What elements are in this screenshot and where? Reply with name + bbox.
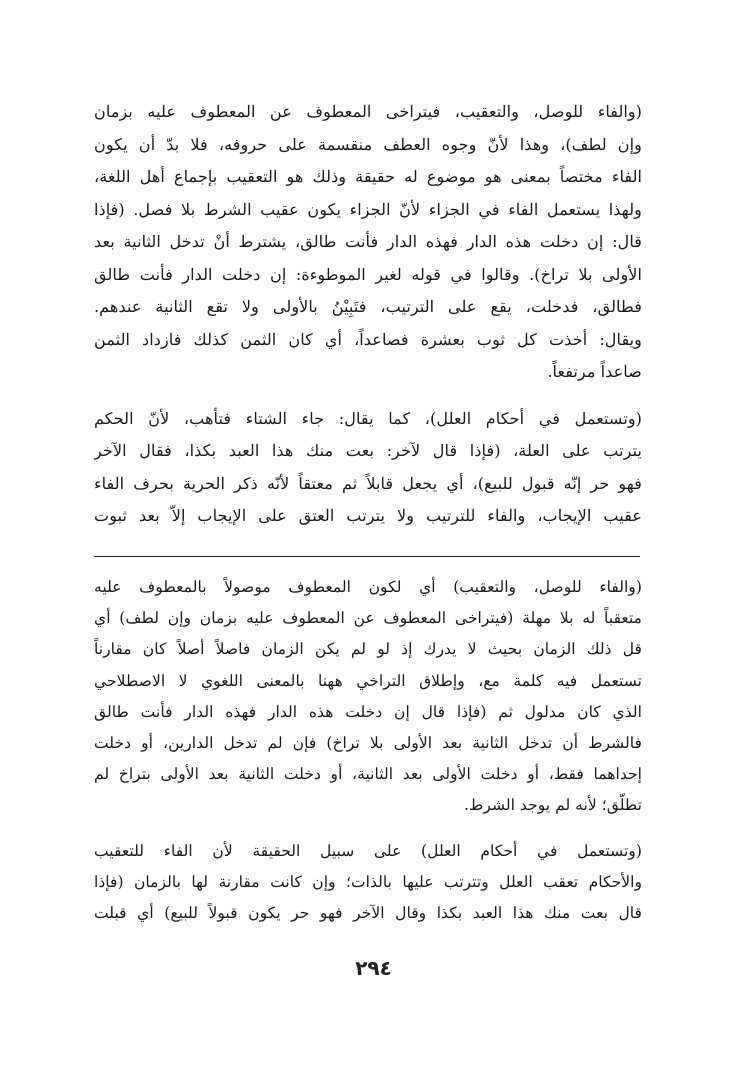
text-line: عقيب الإيجاب، والفاء للترتيب ولا يترتب العتق على الإيجاب إلاّ بعد ثبوت (94, 506, 642, 525)
text-line: ولهذا يستعمل الفاء في الجزاء لأنّ الجزاء يكون عقيب الشرط بلا فصل. (فإذا (94, 199, 642, 219)
text-line: (وتستعمل في أحكام العلل)، كما يقال: جاء الشتاء فتأهب، لأنّ الحكم (94, 408, 642, 428)
main-paragraph-1 (94, 96, 642, 389)
text-line: يترتب على العلة، (فإذا قال لآخر: بعت منك هذا العبد بكذا، فقال الآخر (94, 441, 642, 460)
text-line: قال بعت منك هذا العبد بكذا وقال الآخر فهو حر يكون قبولاً للبيع) أي قبلت (94, 904, 642, 923)
text-line: ويقال: أخذت كل ثوب بعشرة فصاعداً، أي كان الثمن كذلك فازداد الثمن (94, 329, 642, 349)
text-line: فالشرط أن تدخل الثانية بعد الأولى بلا تراخ) فإن لم تدخل الدارين، أو دخلت (94, 734, 642, 753)
text-line: فطالق، فدخلت، يقع على الترتيب، فتَبِيْنُ بالأولى ولا تقع الثانية عندهم. (94, 297, 642, 316)
text-line: (وتستعمل في أحكام العلل) على سبيل الحقيقة لأن الفاء للتعقيب (94, 841, 642, 860)
text-line: إحداهما فقط، أو دخلت الأولى بعد الثانية، أو دخلت الثانية بعد الأولى بتراخ لم (94, 765, 642, 784)
text-line: (والفاء للوصل، والتعقيب، فيتراخى المعطوف عن المعطوف عليه بزمان (94, 102, 642, 121)
text-line: متعقباً له بلا مهلة (فيتراخى المعطوف عن المعطوف عليه بزمان وإن لطف) أي (94, 609, 642, 628)
text-line: صاعداً مرتفعاً. (547, 362, 642, 381)
text-line: قال: إن دخلت هذه الدار فهذه الدار فأنت طالق، يشترط أنْ تدخل الثانية بعد (94, 232, 642, 251)
text-line: فهو حر إنّه قبول للبيع)، أي يجعل قابلاً ثم معتقاً لأنّه ذكر الحرية بحرف الفاء (94, 473, 642, 493)
text-line: الذي كان مدلول ثم (فإذا قال إن دخلت هذه الدار فهذه الدار فأنت طالق (94, 702, 642, 721)
text-line: والأحكام تعقب العلل وتترتب عليها بالذات؛ وإن كانت مقارنة لها بالزمان (فإذا (94, 872, 642, 891)
main-paragraph-2 (94, 403, 642, 533)
text-line: قل ذلك الزمان بحيث لا يدرك إذ لو لم يكن الزمان فاصلاً أصلاً كان مقارناً (94, 640, 642, 659)
main-text (94, 96, 642, 533)
commentary-paragraph-2 (94, 836, 642, 930)
text-line: تستعمل فيه كلمة مع، وإطلاق التراخي ههنا بالمعنى اللغوي لا الاصطلاحي (94, 671, 642, 690)
paragraph-gap (94, 822, 642, 836)
commentary-text (94, 572, 642, 929)
text-line: تطلّق؛ لأنه لم يوجد الشرط. (463, 796, 642, 815)
page-number: ٢٩٤ (355, 956, 392, 980)
commentary-paragraph-1 (94, 572, 642, 822)
text-line: الأولى بلا تراخ). وقالوا في قوله لغير الموطوءة: إن دخلت الدار فأنت طالق (94, 264, 642, 284)
footnote-divider (94, 556, 640, 557)
text-line: الفاء مختصاً بمعنى هو موضوع له حقيقة وذلك هو التعقيب بإجماع أهل اللغة، (94, 167, 642, 186)
text-line: وإن لطف)، وهذا لأنّ وجوه العطف منقسمة على حروفه، فلا بدّ أن يكون (94, 134, 642, 154)
paragraph-gap (94, 389, 642, 403)
text-line: (والفاء للوصل، والتعقيب) أي لكون المعطوف موصولاً بالمعطوف عليه (94, 578, 642, 596)
